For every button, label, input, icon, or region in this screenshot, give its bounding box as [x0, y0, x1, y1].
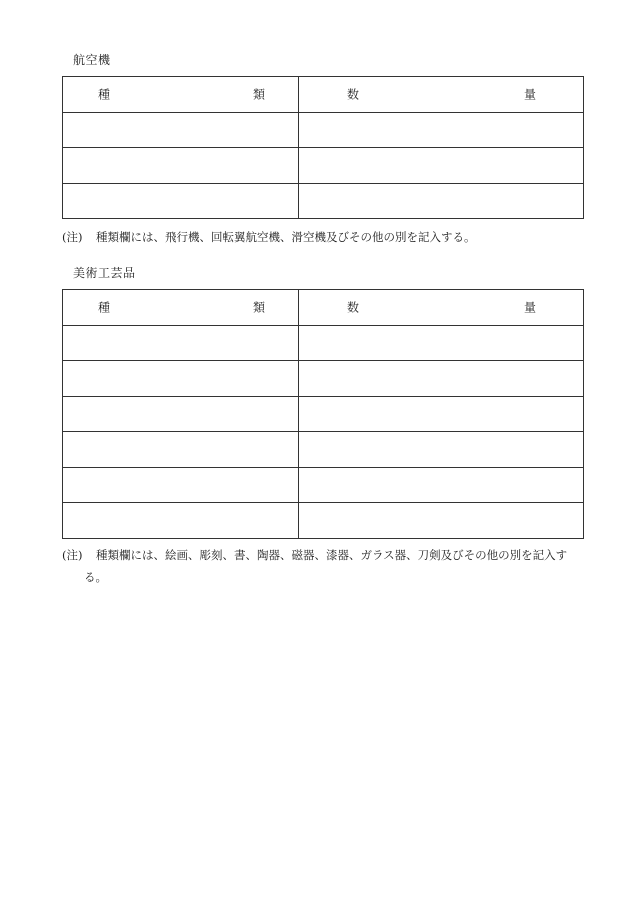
table-row: [63, 112, 584, 148]
note-prefix: (注): [62, 230, 83, 244]
quantity-header-char-1: 数: [347, 300, 360, 315]
note-text-line2: る。: [84, 570, 107, 584]
kind-cell[interactable]: [63, 325, 299, 361]
note-text-line1: 種類欄には、絵画、彫刻、書、陶器、磁器、漆器、ガラス器、刀剣及びその他の別を記入す: [96, 548, 568, 562]
quantity-header: [299, 77, 584, 113]
kind-header-char-2: 類: [253, 300, 266, 315]
table-row: [63, 183, 584, 219]
kind-cell[interactable]: [63, 503, 299, 539]
art-table: [62, 289, 584, 539]
table-row: [63, 361, 584, 397]
table-row: [63, 396, 584, 432]
quantity-cell[interactable]: [299, 396, 584, 432]
quantity-cell[interactable]: [299, 183, 584, 219]
quantity-cell[interactable]: [299, 503, 584, 539]
quantity-cell[interactable]: [299, 432, 584, 468]
kind-cell[interactable]: [63, 467, 299, 503]
kind-header-char-1: 種: [98, 87, 111, 102]
table-header-row: [63, 77, 584, 113]
kind-header: [63, 77, 299, 113]
kind-cell[interactable]: [63, 183, 299, 219]
table-row: [63, 503, 584, 539]
table-header-row: [63, 290, 584, 326]
quantity-header-char-1: 数: [347, 87, 360, 102]
table-row: [63, 467, 584, 503]
kind-header-char-1: 種: [98, 300, 111, 315]
quantity-header-char-2: 量: [524, 300, 537, 315]
kind-cell[interactable]: [63, 361, 299, 397]
quantity-header: [299, 290, 584, 326]
kind-cell[interactable]: [63, 112, 299, 148]
table-row: [63, 325, 584, 361]
kind-header: [63, 290, 299, 326]
art-note: [62, 544, 592, 588]
table-row: [63, 432, 584, 468]
art-section-title: 美術工芸品: [73, 266, 136, 280]
quantity-cell[interactable]: [299, 361, 584, 397]
quantity-cell[interactable]: [299, 467, 584, 503]
note-text: 種類欄には、飛行機、回転翼航空機、滑空機及びその他の別を記入する。: [96, 230, 476, 244]
aircraft-note: [62, 226, 592, 248]
quantity-cell[interactable]: [299, 112, 584, 148]
aircraft-section-title: 航空機: [73, 53, 111, 67]
aircraft-table: [62, 76, 584, 219]
quantity-header-char-2: 量: [524, 87, 537, 102]
kind-cell[interactable]: [63, 148, 299, 184]
kind-cell[interactable]: [63, 396, 299, 432]
table-row: [63, 148, 584, 184]
kind-header-char-2: 類: [253, 87, 266, 102]
note-prefix: (注): [62, 548, 83, 562]
kind-cell[interactable]: [63, 432, 299, 468]
quantity-cell[interactable]: [299, 148, 584, 184]
quantity-cell[interactable]: [299, 325, 584, 361]
